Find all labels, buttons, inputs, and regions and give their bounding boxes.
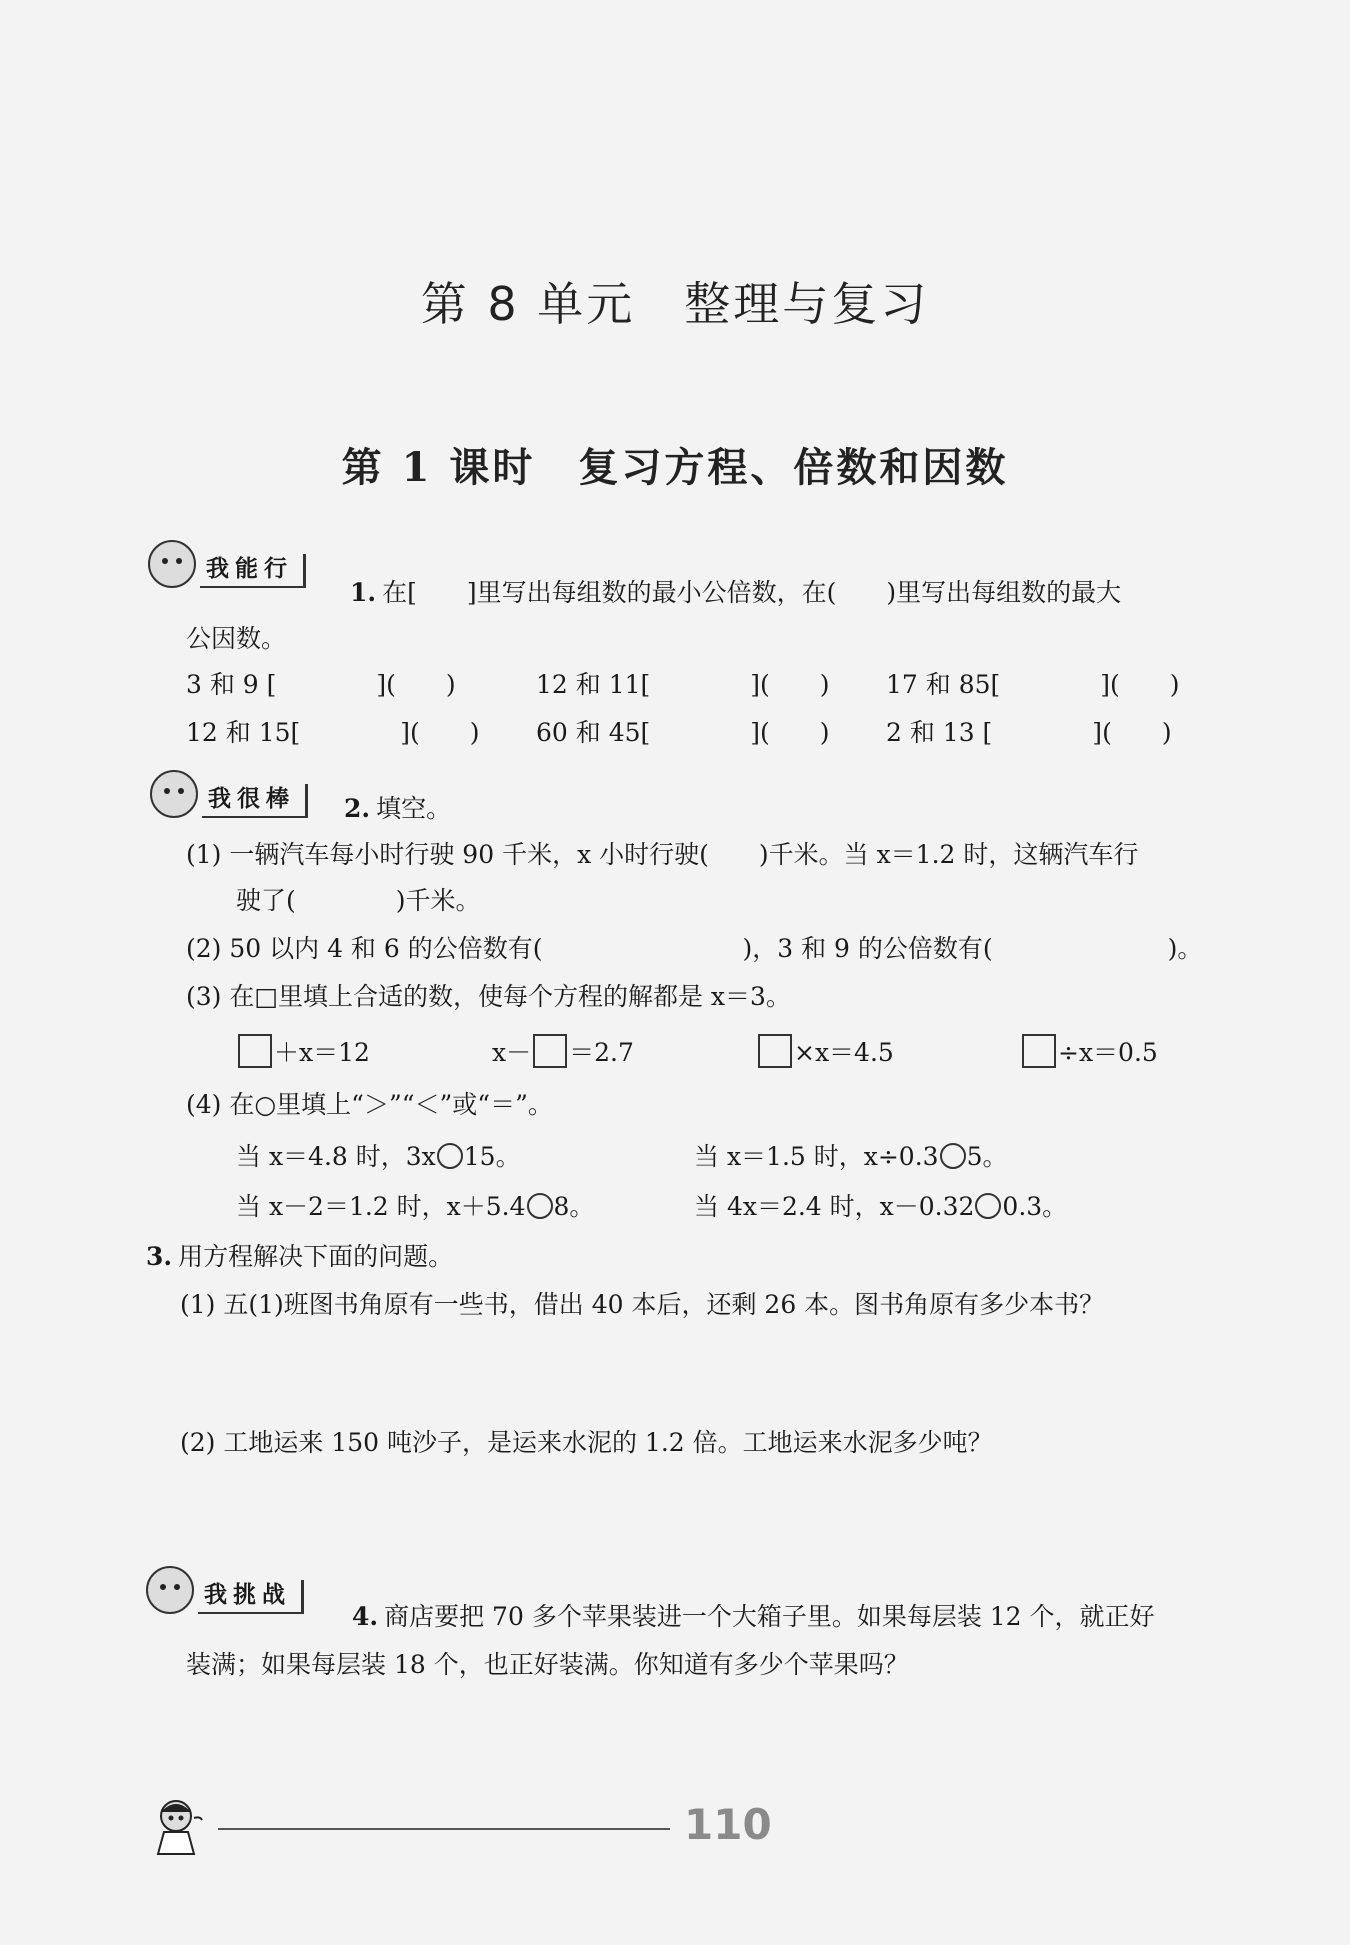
badge-label: 我能行 bbox=[200, 554, 306, 588]
q3-part1: (1) 五(1)班图书角原有一些书，借出 40 本后，还剩 26 本。图书角原有多少本书？ bbox=[180, 1290, 1105, 1319]
q1-item-6: 2 和 13 [ ]( ) bbox=[886, 718, 1172, 747]
badge-wo-hen-bang bbox=[150, 770, 308, 818]
equation-1: ＋x＝12 bbox=[236, 1034, 370, 1070]
compare-circle[interactable] bbox=[437, 1143, 463, 1169]
lesson-title: 第 1 课时 复习方程、倍数和因数 bbox=[341, 444, 1009, 491]
q2-part4: (4) 在○里填上“＞”“＜”或“＝”。 bbox=[186, 1090, 553, 1119]
q3-instruction: 用方程解决下面的问题。 bbox=[178, 1242, 454, 1271]
page-number: 110 bbox=[684, 1800, 772, 1849]
q1-item-1: 3 和 9 [ ]( ) bbox=[186, 670, 456, 699]
q1-number: 1. bbox=[350, 578, 377, 607]
answer-box[interactable] bbox=[1022, 1034, 1056, 1068]
equation-2: x－ ＝2.7 bbox=[492, 1034, 634, 1070]
q2-number: 2. bbox=[344, 794, 371, 823]
q2-part3: (3) 在□里填上合适的数，使每个方程的解都是 x＝3。 bbox=[186, 982, 791, 1011]
q1-item-4: 12 和 15[ ]( ) bbox=[186, 718, 480, 747]
q2-part1-b: 驶了( )千米。 bbox=[236, 886, 481, 915]
q2-part1-a: (1) 一辆汽车每小时行驶 90 千米，x 小时行驶( )千米。当 x＝1.2 时，这辆汽车行 bbox=[186, 840, 1139, 869]
compare-3: 当 x－2＝1.2 时，x＋5.4 8。 bbox=[236, 1192, 595, 1221]
badge-wo-neng-xing bbox=[148, 540, 306, 588]
compare-circle[interactable] bbox=[940, 1143, 966, 1169]
girl-mascot-icon bbox=[146, 1566, 194, 1614]
badge-label: 我挑战 bbox=[198, 1580, 304, 1614]
compare-circle[interactable] bbox=[975, 1193, 1001, 1219]
answer-box[interactable] bbox=[238, 1034, 272, 1068]
answer-box[interactable] bbox=[533, 1034, 567, 1068]
q3-number: 3. bbox=[146, 1242, 173, 1271]
boy-mascot-icon bbox=[150, 1796, 206, 1860]
compare-4: 当 4x＝2.4 时，x－0.32 0.3。 bbox=[694, 1192, 1068, 1221]
q1-item-2: 12 和 11[ ]( ) bbox=[536, 670, 830, 699]
badge-label: 我很棒 bbox=[202, 784, 308, 818]
q4-text bbox=[352, 1600, 1155, 1634]
equation-4: ÷x＝0.5 bbox=[1020, 1034, 1158, 1070]
q4-line2: 装满；如果每层装 18 个，也正好装满。你知道有多少个苹果吗？ bbox=[186, 1650, 909, 1679]
q4-number: 4. bbox=[352, 1602, 379, 1631]
compare-1: 当 x＝4.8 时，3x 15。 bbox=[236, 1142, 521, 1171]
footer-rule bbox=[218, 1828, 670, 1830]
q1-text bbox=[350, 576, 1121, 610]
unit-title: 第 8 单元 整理与复习 bbox=[420, 277, 930, 331]
q2-title bbox=[344, 792, 451, 826]
q2-part2: (2) 50 以内 4 和 6 的公倍数有( )，3 和 9 的公倍数有( )。 bbox=[186, 934, 1203, 963]
q1-text-cont: 公因数。 bbox=[186, 624, 287, 653]
q3-part2: (2) 工地运来 150 吨沙子，是运来水泥的 1.2 倍。工地运来水泥多少吨？ bbox=[180, 1428, 993, 1457]
equation-3: ×x＝4.5 bbox=[756, 1034, 894, 1070]
compare-circle[interactable] bbox=[527, 1193, 553, 1219]
q4-line1: 商店要把 70 多个苹果装进一个大箱子里。如果每层装 12 个，就正好 bbox=[384, 1602, 1155, 1631]
q2-instruction: 填空。 bbox=[376, 794, 452, 823]
q3-title bbox=[146, 1240, 453, 1274]
q1-instruction: 在[ ]里写出每组数的最小公倍数，在( )里写出每组数的最大 bbox=[382, 578, 1122, 607]
q1-item-5: 60 和 45[ ]( ) bbox=[536, 718, 830, 747]
badge-wo-tiao-zhan bbox=[146, 1566, 304, 1614]
girl-mascot-icon bbox=[148, 540, 196, 588]
compare-2: 当 x＝1.5 时，x÷0.3 5。 bbox=[694, 1142, 1008, 1171]
q1-item-3: 17 和 85[ ]( ) bbox=[886, 670, 1180, 699]
answer-box[interactable] bbox=[758, 1034, 792, 1068]
girl-mascot-icon bbox=[150, 770, 198, 818]
